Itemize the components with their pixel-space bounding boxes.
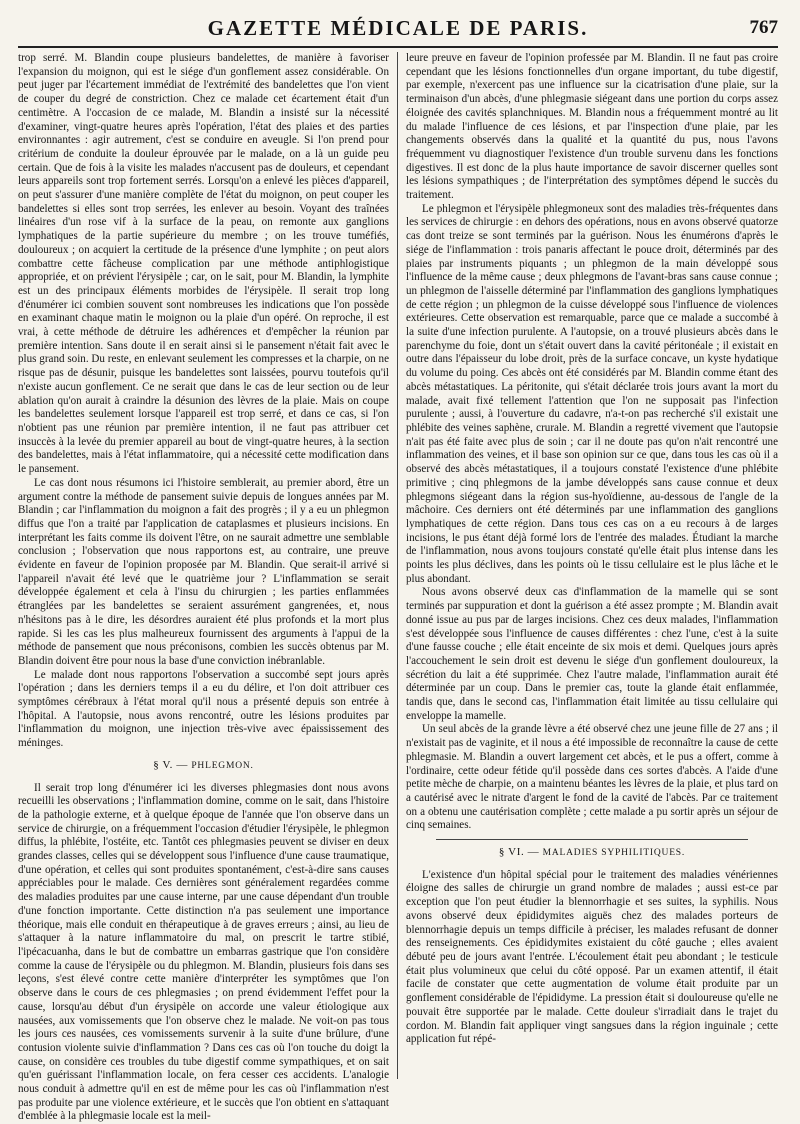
paragraph: Un seul abcès de la grande lèvre a été observé chez une jeune fille de 27 ans ; il n'existait pas de vaginite, et il nous a été impossible de reconnaître la cause de cette phlegmasie. M. Blandin a ouvert largement cet abcès, et le pus a offert, comme à l'ordinaire, cette odeur fétide qu'il possède dans ces sortes d'abcès. A l'aide d'une petite mèche de charpie, on a maintenu béantes les lèvres de la plaie, et plus tard on a cautérisé avec le nitrate d'argent le fond de la cavité de l'abcès. Par ce traitement on a obtenu une cautérisation complète ; cette malade a pu sortir après un séjour de cinq semaines.	[406, 723, 778, 832]
text-columns	[18, 52, 778, 1123]
paragraph: Le cas dont nous résumons ici l'histoire semblerait, au premier abord, être un argument contre la méthode de pansement suivie depuis de longues années par M. Blandin ; car l'inflammation du moignon a fait des progrès ; il y a eu un phlegmon diffus que l'on a traité par l'application de cataplasmes et plusieurs incisions. En interprétant les faits comme ils doivent l'être, on ne saurait admettre une semblable conclusion ; l'observation que nous rapportons est, au contraire, une preuve évidente en faveur de l'opinion proposée par M. Blandin. Que serait-il arrivé si l'appareil n'avait été levé que le quatrième jour ? L'inflammation se serait développée également et cela à l'insu du chirurgien ; les parties enflammées étranglées par les bandelettes se seraient assurément gangrenées, et, nous n'hésitons pas à le dire, les désordres auraient été plus profonds et la mort plus rapide. Si les cas les plus malheureux fournissent des arguments à l'appui de la méthode de pansement que nous préconisons, combien les succès obtenus par M. Blandin doivent être pour nous la base d'une conviction inébranlable.	[18, 476, 389, 667]
right-column	[398, 52, 778, 1079]
page-number: 767	[749, 17, 778, 38]
section-heading	[18, 759, 389, 774]
paragraph: Le phlegmon et l'érysipèle phlegmoneux sont des maladies très-fréquentes dans les services de chirurgie : en dehors des opérations, nous en avons observé quatorze cas dont treize se sont terminés par la guérison. Nous les énumérons d'après le siége de l'inflammation : trois panaris affectant le pouce droit, déterminés par des plaies par instruments piquants ; un phlegmon de la main développé sous l'influence de la même cause ; deux phlegmons de l'avant-bras sans cause connue ; un phlegmon de l'aisselle déterminé par l'inflammation des ganglions lymphatiques de cette région ; un phlegmon de la cuisse développé sous l'influence de violences extérieures. Cette observation est remarquable, parce que ce malade a succombé à la suite d'une infection purulente. A l'autopsie, on a trouvé plusieurs abcès dans le parenchyme du foie, dont un s'était ouvert dans la cavité péritonéale ; il existait en outre dans l'épaisseur du lobe droit, près de la surface concave, un kyste hydatique du volume du poing. Ces abcès ont été considérés par M. Blandin comme étant des abcès métastatiques. La péritonite, qui s'était déclarée trois jours avant la mort du malade, avait fixé tellement l'attention que l'on ne supposait pas l'infection purulente ; aussi, à l'ouverture du cadavre, n'a-t-on pas recherché s'il existait une phlébite des veines saphène, crurale. M. Blandin a regretté vivement que l'autopsie n'ait pas été faite avec plus de soin ; car il ne doute pas qu'on n'ait rencontré une inflammation des veines, et il base son opinion sur ce que, dans tous les cas où il a observé des abcès métastatiques, il a toujours constaté l'existence d'une phlébite primitive ; cinq phlegmons de la jambe développés sans cause connue et deux phlegmons siégeant dans la région sus-hyoïdienne, au-dessous de l'angle de la mâchoire. Ces derniers ont été déterminés par une inflammation des ganglions lymphatiques de cette région. Dans tous ces cas on a eu recours à de larges incisions, le pus étant déjà formé lors de l'entrée des malades. Étudiant la marche de l'inflammation, nous avons toujours constaté qu'elle était plus intense dans les points les plus déclives, dans les points où le tissu cellulaire est le plus lâche et le plus abondant.	[406, 202, 778, 585]
paragraph: leure preuve en faveur de l'opinion professée par M. Blandin. Il ne faut pas croire cependant que les lésions fonctionnelles d'un organe important, du tube digestif, par exemple, n'exercent pas une influence sur la cicatrisation d'une plaie, sur la terminaison d'un abcès, d'une phlegmasie siégeant dans une portion du corps assez éloignée des cavités splanchniques. M. Blandin nous a fréquemment montré au lit du malade l'influence de ces lésions, et par l'inspection d'une plaie, par les changements observés dans la qualité et la quantité du pus, nous l'avons fréquemment vu diagnostiquer l'existence d'un trouble survenu dans les fonctions digestives. Il est donc de la plus haute importance de savoir discerner quelles sont les lésions sympathiques ; de l'interprétation des symptômes dépend le succès du traitement.	[406, 52, 778, 202]
journal-title: GAZETTE MÉDICALE DE PARIS.	[207, 15, 589, 40]
header-rule	[18, 46, 778, 48]
page-header	[18, 10, 778, 46]
paragraph: L'existence d'un hôpital spécial pour le traitement des maladies vénériennes éloigne des salles de chirurgie un grand nombre de malades ; aussi est-ce par exception que l'on peut étudier la blennorrhagie et ses suites, la syphilis. Nous avons observé deux épididymites aiguës chez des malades porteurs de blennorrhagie depuis un temps difficile à préciser, les malades refusant de donner des renseignements. Ces épididymites existaient du côté gauche ; elles avaient débuté peu de jours avant l'entrée. L'écoulement était peu abondant ; le testicule était plus volumineux que celui du côté opposé. Par un examen attentif, il était facile de constater que cette augmentation de volume était produite par un gonflement considérable de l'épididyme. La pression était si douloureuse qu'elle ne pouvait être supportée par le malade. Cette douleur s'irradiait dans le trajet du cordon. M. Blandin fait appliquer vingt sangsues dans la région inguinale ; cette application fut répé-	[406, 868, 778, 1046]
paragraph: Il serait trop long d'énumérer ici les diverses phlegmasies dont nous avons recueilli les observations ; l'inflammation domine, comme on le sait, dans l'histoire de la pathologie externe, et à quelque époque de l'année que l'on observe dans un service de chirurgie, on a fréquemment l'occasion d'étudier l'érysipèle, le phlegmon diffus, la phlébite, l'ostéite, etc. Tantôt ces phlegmasies peuvent se diviser en deux grandes classes, celles qui se développent sous l'influence d'une cause traumatique, d'une opération, et celles qui sont produites spontanément, c'est-à-dire sans causes appréciables pour le malade. Ces dernières sont généralement regardées comme des maladies produites par une cause interne, par une cause dépendant d'un trouble d'une fonction importante. Cette distinction n'a pas seulement une importance théorique, mais elle conduit en thérapeutique à de graves erreurs ; ainsi, au lieu de s'attaquer à la nature inflammatoire du mal, on prescrit le tartre stibié, l'ipécacuanha, dans le but de combattre un embarras gastrique que l'on considère comme la cause de l'érysipèle ou du phlegmon. M. Blandin, plusieurs fois dans ses leçons, s'est élevé contre cette manière d'interpréter les symptômes que l'on observe dans le cours de ces phlegmasies ; on prend évidemment l'effet pour la cause, lorsqu'au début d'un érysipèle on accorde une valeur étiologique aux nausées, aux vomissements que l'on observe chez le malade. Ne voit-on pas tous les jours ces nausées, ces vomissements survenir à la suite d'une brûlure, d'une contusion violente suivie d'inflammation ? Dans ces cas où l'on touche du doigt la cause, on considère ces troubles du tube digestif comme sympathiques, et on sait qu'en guérissant l'inflammation locale, on fera cesser ces accidents. L'analogie nous conduit à admettre qu'il en est de même pour les cas où l'inflammation n'est pas produite par une violence extérieure, et le succès que l'on obtient en s'attaquant d'emblée à la phlegmasie locale est la meil-	[18, 781, 389, 1123]
section-number: § VI. —	[498, 846, 540, 859]
paragraph: Le malade dont nous rapportons l'observation a succombé sept jours après l'opération ; dans les derniers temps il a eu du délire, et l'on doit attribuer ces symptômes cérébraux à l'état moral qu'il nous a présenté depuis son entrée à l'hôpital. A l'autopsie, nous avons rencontré, outre les lésions produites par l'inflammation du moignon, une injection très-vive avec épaississement des méninges.	[18, 668, 389, 750]
left-column	[18, 52, 398, 1123]
paragraph: Nous avons observé deux cas d'inflammation de la mamelle qui se sont terminés par suppuration et dont la guérison a été assez prompte ; M. Blandin avait donné issue au pus par de larges incisions. Chez ces deux malades, l'inflammation s'est développée sous l'influence de causes différentes : chez l'une, c'est à la suite d'une fausse couche ; elle était enceinte de six mois et demi. Quelques jours après l'accouchement le sein droit est devenu le siége d'un gonflement douloureux, la sécrétion du lait a été supprimée. Chez l'autre malade, l'inflammation aurait été déterminée par un coup. Dans le premier cas, toute la glande était enflammée, tandis que, dans le second cas, l'inflammation était limitée au tissu cellulaire qui enveloppe la mamelle.	[406, 586, 778, 722]
section-title: PHLEGMON.	[191, 760, 254, 771]
paragraph: trop serré. M. Blandin coupe plusieurs bandelettes, de manière à favoriser l'expansion du moignon, qui est le siége d'un gonflement assez considérable. On peut juger par l'écartement immédiat de l'extrémité des bandelettes que l'on vient de couper du degré de constriction. Chez ce malade cet écartement était d'un centimètre. A l'occasion de ce malade, M. Blandin a insisté sur la nécessité d'examiner, vingt-quatre heures après l'opération, l'état des plaies et des parties environnantes : agir autrement, c'est se conduire en aveugle. Si l'on prend pour critérium de conduite la douleur éprouvée par le malade, on a là un guide peu certain. Que de fois à la visite les malades n'accusent pas de douleurs, et cependant leurs appareils sont trop fortement serrés. Lorsqu'on a enlevé les pièces d'appareil, on peut s'assurer d'une manière complète de l'état du moignon, on peut couper les bandelettes si elles sont trop serrées, les enlever au besoin. Voyant des traînées linéaires d'un rose vif à la surface de la peau, on remonte aux ganglions lymphatiques de la partie supérieure du membre ; on les trouve tuméfiés, douloureux ; on acquiert la certitude de la présence d'une lymphite ; on peut alors combattre cette fâcheuse complication par une méthode antiphlogistique appropriée, et on prévient l'érysipèle ; car, on le sait, pour M. Blandin, la lymphite est un des principaux éléments morbides de l'érysipèle. Il serait trop long d'énumérer ici combien souvent sont nombreuses les indications que l'on possède en examinant chaque matin le moignon ou la plaie d'un opéré. On reproche, il est vrai, à cette méthode de détruire les adhérences et d'empêcher la réunion par première intention. Sans doute il en serait ainsi si le pansement n'était fait avec le plus grand soin. Du reste, en enlevant seulement les compresses et la charpie, on ne risque pas de désunir, puisque les bandelettes sont laissées, pourvu toutefois qu'il n'existe aucun gonflement. Ce ne serait que dans le cas de leur section ou de leur ablation qu'on aurait à craindre la désunion des lèvres de la plaie. Mais on coupe les bandelettes seulement lorsque l'appareil est trop serré, et dans ce cas, si l'on n'obtient pas une réunion par première intention, il ne faut pas attribuer cet insuccès à la levée du premier appareil au bout de vingt-quatre heures, à la section des bandelettes, mais à l'état inflammatoire, qui a nécessité cette modification dans le pansement.	[18, 52, 389, 476]
section-divider	[436, 839, 748, 840]
section-heading	[406, 846, 778, 861]
section-title: MALADIES SYPHILITIQUES.	[542, 848, 686, 859]
section-number: § V. —	[153, 758, 188, 771]
